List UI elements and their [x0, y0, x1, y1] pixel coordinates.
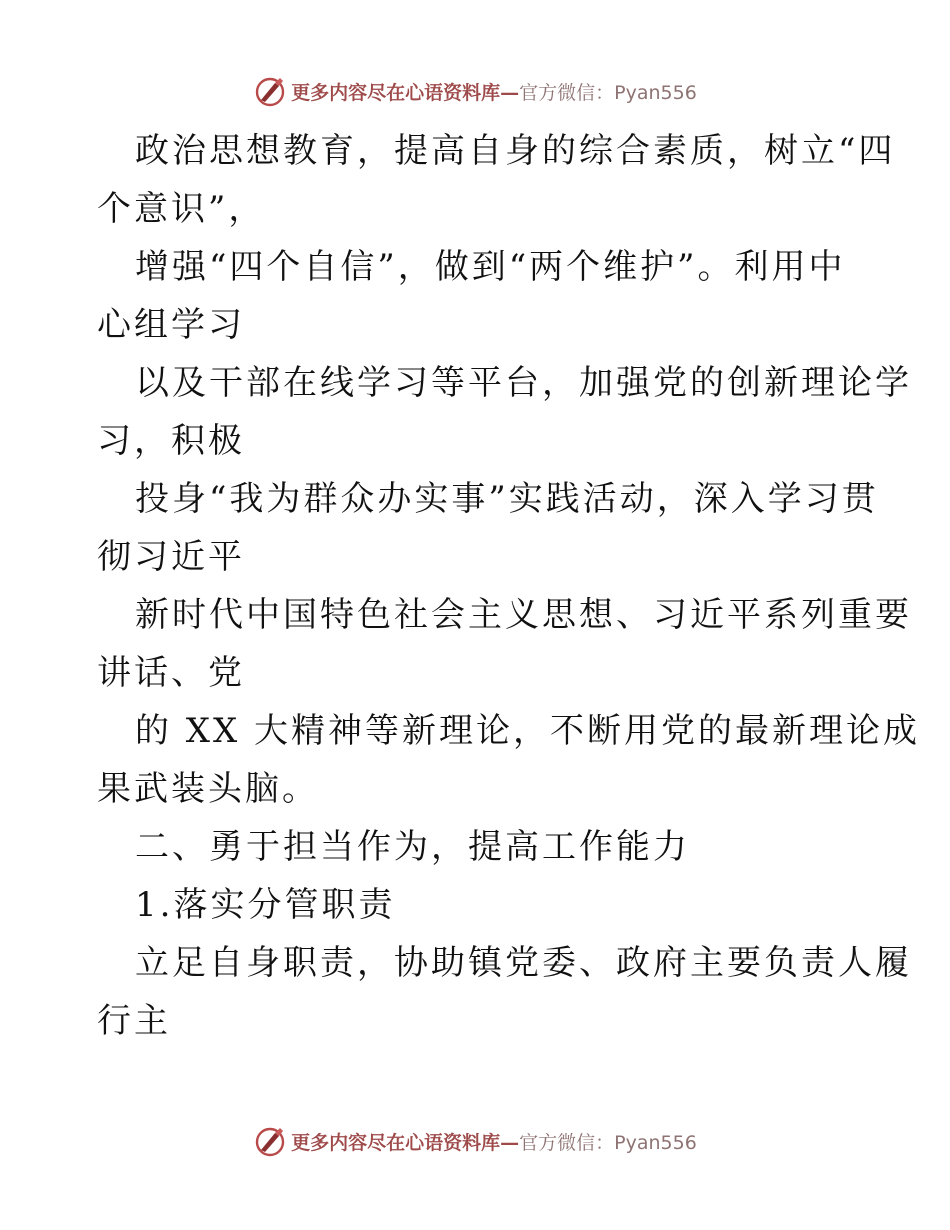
header-watermark [0, 71, 950, 111]
watermark-wechat: 官方微信：Pyan556 [519, 1131, 697, 1154]
body-line: 政治思想教育，提高自身的综合素质，树立“四 [135, 131, 896, 171]
pen-circle-icon [253, 1124, 287, 1158]
body-line: 增强“四个自信”，做到“两个维护”。利用中 [135, 247, 846, 287]
body-line: 心组学习 [97, 305, 245, 345]
body-line: 投身“我为群众办实事”实践活动，深入学习贯 [135, 479, 879, 519]
footer-watermark [0, 1121, 950, 1161]
body-line: 的 XX 大精神等新理论，不断用党的最新理论成 [135, 711, 921, 751]
body-line: 果武装头脑。 [97, 769, 319, 809]
body-line: 以及干部在线学习等平台，加强党的创新理论学 [135, 363, 912, 403]
body-line: 新时代中国特色社会主义思想、习近平系列重要 [135, 595, 912, 635]
body-line: 个意识”， [97, 189, 266, 229]
body-line: 立足自身职责，协助镇党委、政府主要负责人履 [135, 943, 912, 983]
body-line: 彻习近平 [97, 537, 245, 577]
pen-circle-icon [253, 74, 287, 108]
watermark-wechat: 官方微信：Pyan556 [519, 81, 697, 104]
body-line: 讲话、党 [97, 653, 245, 693]
subsection-heading: 1.落实分管职责 [135, 885, 396, 925]
document-body [97, 122, 921, 1050]
watermark-text: 更多内容尽在心语资料库— [291, 81, 520, 104]
body-line: 行主 [97, 1001, 171, 1041]
section-heading: 二、勇于担当作为，提高工作能力 [135, 827, 690, 867]
body-line: 习，积极 [97, 421, 245, 461]
watermark-text: 更多内容尽在心语资料库— [291, 1131, 520, 1154]
